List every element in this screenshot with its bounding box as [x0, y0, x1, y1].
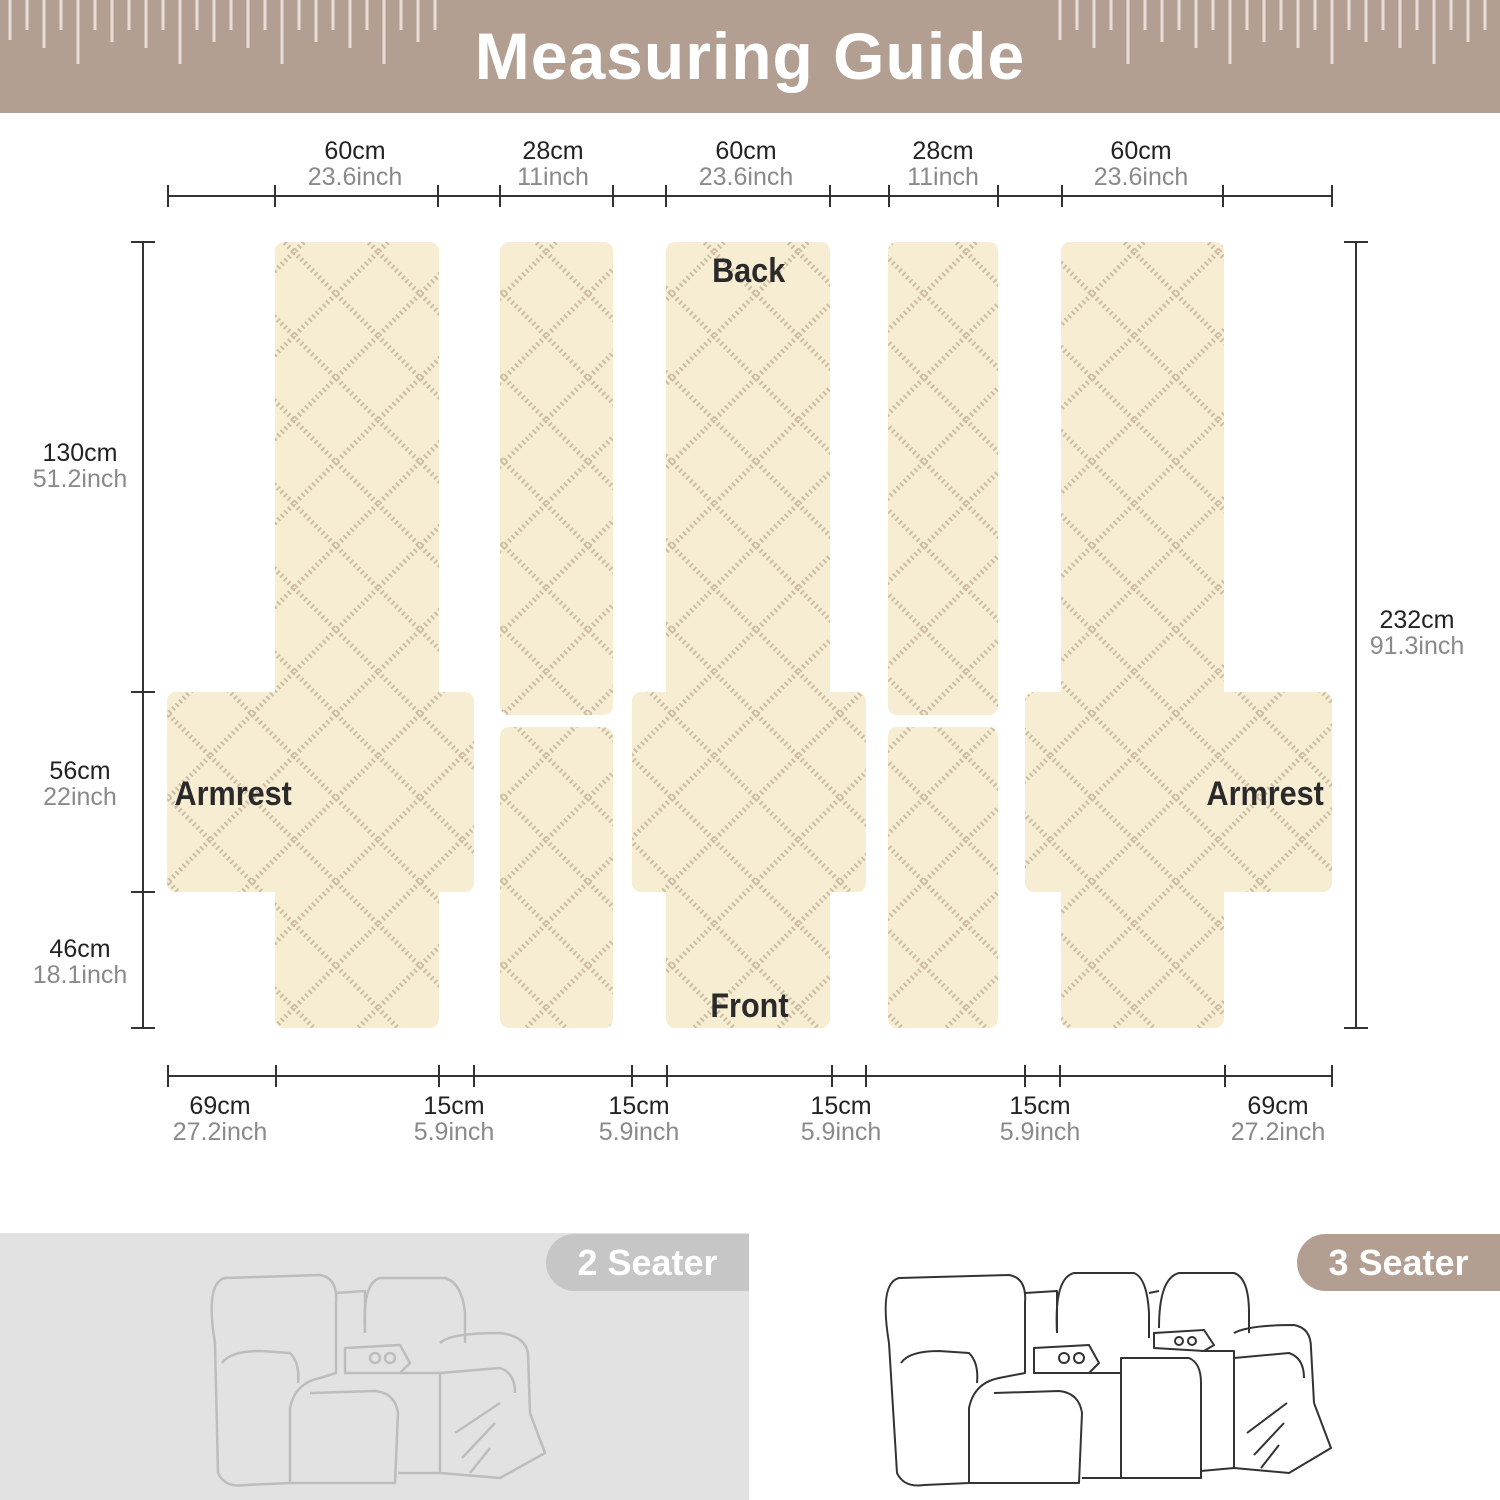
bottom-dim-label: 69cm 27.2inch [172, 1092, 268, 1146]
three-seater-sofa-illustration [749, 1233, 1500, 1500]
top-dim-label: 60cm 23.6inch [698, 137, 794, 191]
left-dim-label: 46cm 18.1inch [32, 935, 128, 989]
left-dim-label: 130cm 51.2inch [32, 439, 128, 493]
front-label: Front [710, 987, 789, 1025]
two-seater-badge: 2 Seater [546, 1234, 749, 1291]
bottom-dim-label: 15cm 5.9inch [800, 1092, 882, 1146]
top-dim-label: 28cm 11inch [907, 137, 979, 191]
right-dim-label: 232cm 91.3inch [1369, 606, 1465, 660]
bottom-dim-label: 15cm 5.9inch [598, 1092, 680, 1146]
three-seater-badge: 3 Seater [1297, 1234, 1500, 1291]
top-dim-label: 60cm 23.6inch [1093, 137, 1189, 191]
bottom-dim-label: 69cm 27.2inch [1230, 1092, 1326, 1146]
bottom-dim-label: 15cm 5.9inch [999, 1092, 1081, 1146]
armrest-right-label: Armrest [1206, 775, 1324, 813]
two-seater-sofa-illustration [0, 1233, 749, 1500]
back-label: Back [712, 252, 786, 290]
bottom-dim-label: 15cm 5.9inch [413, 1092, 495, 1146]
page-title: Measuring Guide [474, 19, 1026, 93]
armrest-left-label: Armrest [174, 775, 292, 813]
top-dim-label: 28cm 11inch [517, 137, 589, 191]
left-dim-label: 56cm 22inch [43, 757, 117, 811]
top-dim-label: 60cm 23.6inch [307, 137, 403, 191]
